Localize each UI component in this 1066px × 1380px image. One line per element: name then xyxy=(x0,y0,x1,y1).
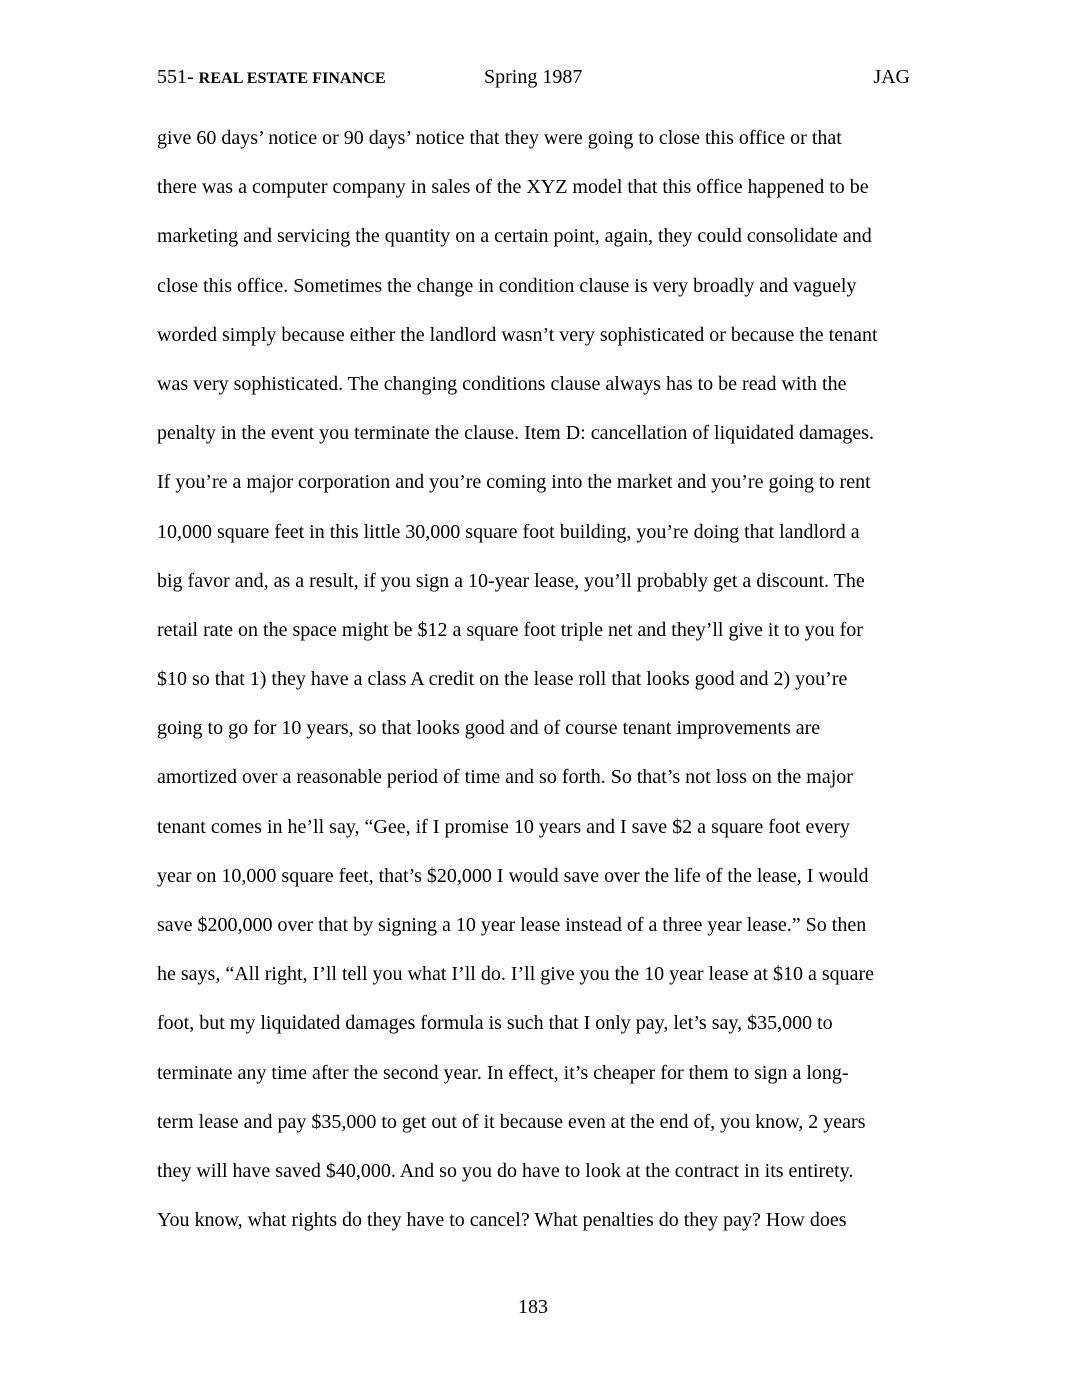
header-term: Spring 1987 xyxy=(484,66,583,88)
body-line: year on 10,000 square feet, that’s $20,000 I would save over the life of the lease, I would xyxy=(157,864,869,887)
body-line: save $200,000 over that by signing a 10 year lease instead of a three year lease.” So then xyxy=(157,914,867,936)
body-line: tenant comes in he’ll say, “Gee, if I promise 10 years and I save $2 a square foot every xyxy=(157,815,850,838)
body-line: big favor and, as a result, if you sign a 10-year lease, you’ll probably get a discount. The xyxy=(157,569,865,592)
body-line: going to go for 10 years, so that looks good and of course tenant improvements are xyxy=(157,717,821,740)
body-line: was very sophisticated. The changing conditions clause always has to be read with the xyxy=(157,372,847,395)
body-line: amortized over a reasonable period of time and so forth. So that’s not loss on the major xyxy=(157,766,853,789)
body-line: give 60 days’ notice or 90 days’ notice that they were going to close this office or that xyxy=(157,127,842,149)
header-initials: JAG xyxy=(873,66,910,88)
course-title: REAL ESTATE FINANCE xyxy=(198,70,386,87)
transcript-body xyxy=(157,125,917,1256)
course-number: 551- xyxy=(157,66,199,88)
body-line: marketing and servicing the quantity on a certain point, again, they could consolidate and xyxy=(157,225,872,248)
body-line: 10,000 square feet in this little 30,000 square foot building, you’re doing that landlord a xyxy=(157,520,860,543)
page-number: 183 xyxy=(518,1296,548,1318)
body-line: penalty in the event you terminate the clause. Item D: cancellation of liquidated damages. xyxy=(157,422,874,445)
body-line: terminate any time after the second year. In effect, it’s cheaper for them to sign a long- xyxy=(157,1061,849,1084)
body-line: worded simply because either the landlord wasn’t very sophisticated or because the tenant xyxy=(157,323,878,346)
body-line: You know, what rights do they have to cancel? What penalties do they pay? How does xyxy=(157,1209,847,1232)
body-line: they will have saved $40,000. And so you do have to look at the contract in its entirety. xyxy=(157,1159,854,1182)
header-course xyxy=(157,64,386,92)
body-line: foot, but my liquidated damages formula is such that I only pay, let’s say, $35,000 to xyxy=(157,1012,833,1035)
body-line: If you’re a major corporation and you’re coming into the market and you’re going to rent xyxy=(157,471,871,494)
body-line: term lease and pay $35,000 to get out of it because even at the end of, you know, 2 years xyxy=(157,1110,866,1133)
body-line: retail rate on the space might be $12 a square foot triple net and they’ll give it to you for xyxy=(157,618,863,641)
body-line: there was a computer company in sales of the XYZ model that this office happened to be xyxy=(157,176,869,199)
body-line: close this office. Sometimes the change in condition clause is very broadly and vaguely xyxy=(157,274,857,297)
body-line: he says, “All right, I’ll tell you what I’ll do. I’ll give you the 10 year lease at $10 a square xyxy=(157,963,875,986)
running-header xyxy=(157,64,910,90)
body-line: $10 so that 1) they have a class A credit on the lease roll that looks good and 2) you’re xyxy=(157,668,848,691)
